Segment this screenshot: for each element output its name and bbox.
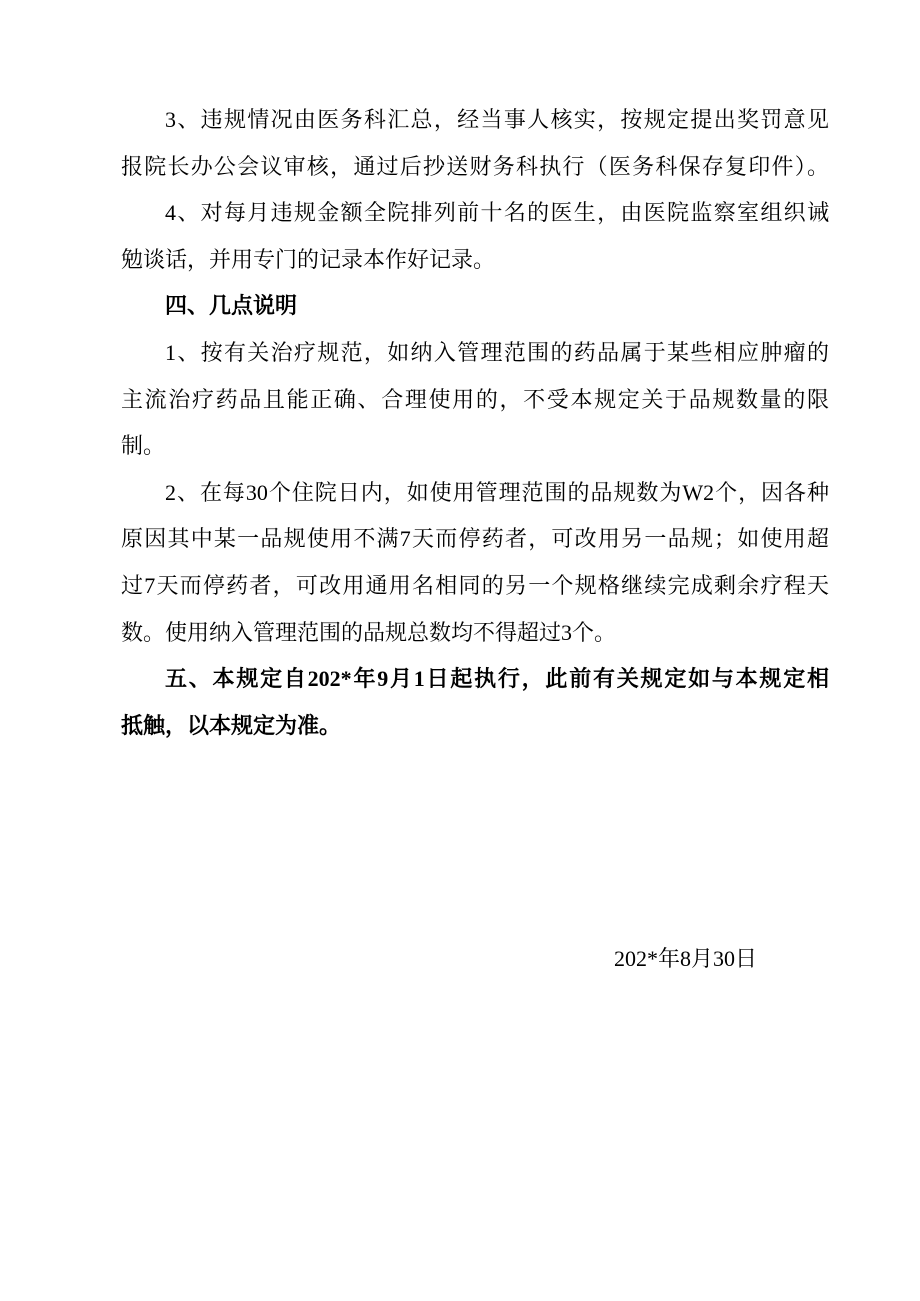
paragraph-section-5 xyxy=(121,656,829,749)
paragraph-item-3 xyxy=(121,97,829,190)
date-line: 202*年8月30日 xyxy=(613,946,757,972)
text-line: 1、按有关治疗规范，如纳入管理范围的药品属于某些相应肿瘤的 xyxy=(165,339,829,365)
text-line: 数。使用纳入管理范围的品规总数均不得超过3个。 xyxy=(121,619,617,645)
paragraph-section-heading-4 xyxy=(121,283,829,330)
text-line: 过7天而停药者，可改用通用名相同的另一个规格继续完成剩余疗程天 xyxy=(121,572,829,598)
text-line: 制。 xyxy=(121,433,166,459)
text-line: 勉谈话，并用专门的记录本作好记录。 xyxy=(121,246,496,272)
text-line: 主流治疗药品且能正确、合理使用的，不受本规定关于品规数量的限 xyxy=(121,386,829,412)
paragraph-note-1 xyxy=(121,330,829,470)
paragraph-note-2 xyxy=(121,470,829,656)
text-line: 五、本规定自202*年9月1日起执行，此前有关规定如与本规定相 xyxy=(165,666,829,692)
text-line: 原因其中某一品规使用不满7天而停药者，可改用另一品规；如使用超 xyxy=(121,526,829,552)
text-line: 3、违规情况由医务科汇总，经当事人核实，按规定提出奖罚意见 xyxy=(165,107,829,132)
text-line: 抵触，以本规定为准。 xyxy=(121,712,342,738)
paragraph-item-4 xyxy=(121,190,829,283)
text-line: 四、几点说明 xyxy=(165,293,298,319)
text-line: 报院长办公会议审核，通过后抄送财务科执行（医务科保存复印件）。 xyxy=(121,153,829,179)
document-body xyxy=(121,97,829,749)
text-line: 2、在每30个住院日内，如使用管理范围的品规数为W2个，因各种 xyxy=(165,479,829,505)
text-line: 4、对每月违规金额全院排列前十名的医生，由医院监察室组织诫 xyxy=(165,200,829,226)
